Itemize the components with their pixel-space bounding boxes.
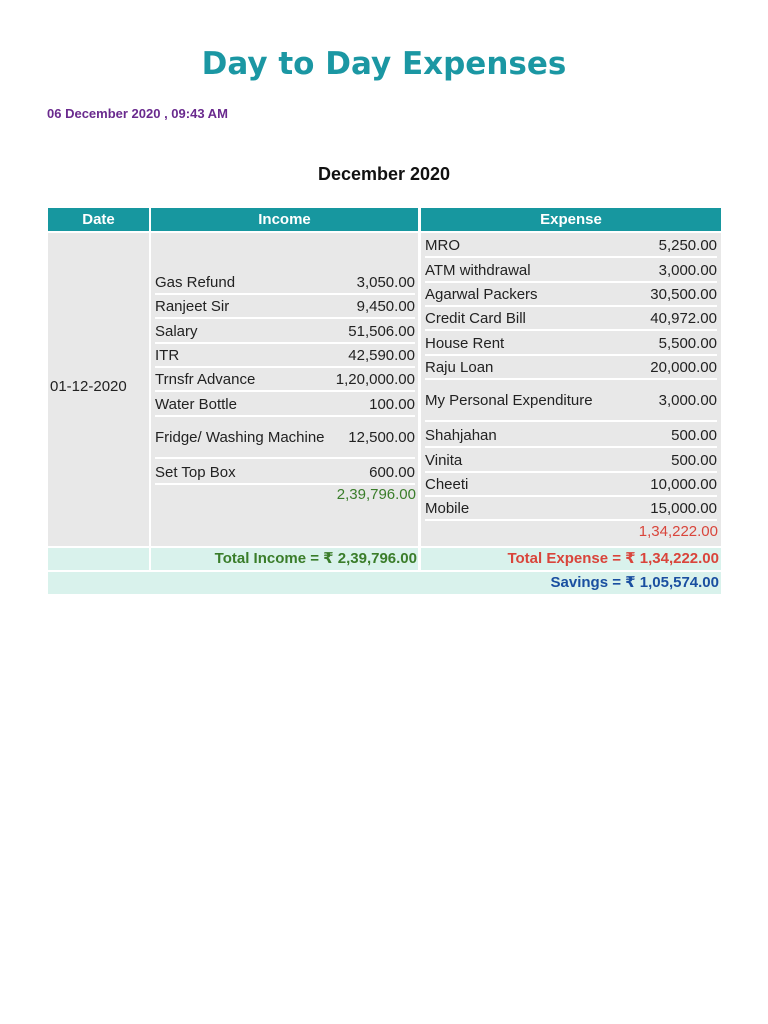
expense-label: My Personal Expenditure xyxy=(425,391,593,409)
expense-label: Mobile xyxy=(425,499,470,517)
expense-amount: 3,000.00 xyxy=(658,261,717,279)
expense-row xyxy=(425,234,717,256)
expense-label: Raju Loan xyxy=(425,358,494,376)
row-divider xyxy=(425,519,717,521)
expense-amount: 20,000.00 xyxy=(650,358,717,376)
expense-amount: 10,000.00 xyxy=(650,475,717,493)
expense-amount: 3,000.00 xyxy=(658,391,717,409)
income-label: Fridge/ Washing Machine xyxy=(155,428,325,446)
income-amount: 12,500.00 xyxy=(348,428,415,446)
row-divider xyxy=(155,390,415,392)
expense-label: House Rent xyxy=(425,334,505,352)
income-row xyxy=(155,271,415,293)
income-row xyxy=(155,417,415,457)
income-row xyxy=(155,320,415,342)
income-row xyxy=(155,368,415,390)
header-date: Date xyxy=(48,208,149,231)
row-divider xyxy=(425,420,717,422)
row-divider xyxy=(425,256,717,258)
expense-label: Agarwal Packers xyxy=(425,285,538,303)
expense-row xyxy=(425,332,717,354)
total-savings: Savings = ₹ 1,05,574.00 xyxy=(550,574,719,591)
income-amount: 51,506.00 xyxy=(348,322,415,340)
expense-amount: 5,500.00 xyxy=(658,334,717,352)
expense-amount: 30,500.00 xyxy=(650,285,717,303)
income-amount: 1,20,000.00 xyxy=(335,370,415,388)
expense-amount: 15,000.00 xyxy=(650,499,717,517)
expense-row xyxy=(425,497,717,519)
income-row xyxy=(155,393,415,415)
income-row xyxy=(155,295,415,317)
income-label: Salary xyxy=(155,322,198,340)
expense-amount: 40,972.00 xyxy=(650,309,717,327)
income-label: Gas Refund xyxy=(155,273,236,291)
income-label: ITR xyxy=(155,346,180,364)
income-amount: 100.00 xyxy=(369,395,415,413)
header-income: Income xyxy=(151,208,418,231)
expense-subtotal: 1,34,222.00 xyxy=(638,523,718,540)
report-datetime: 06 December 2020 , 09:43 AM xyxy=(47,106,228,121)
expense-label: Shahjahan xyxy=(425,426,497,444)
expense-row xyxy=(425,283,717,305)
income-label: Trnsfr Advance xyxy=(155,370,256,388)
expense-row xyxy=(425,307,717,329)
total-expense: Total Expense = ₹ 1,34,222.00 xyxy=(507,550,719,567)
header-expense: Expense xyxy=(421,208,721,231)
income-label: Set Top Box xyxy=(155,463,236,481)
income-label: Ranjeet Sir xyxy=(155,297,230,315)
row-divider xyxy=(155,457,415,459)
expense-row xyxy=(425,380,717,420)
expense-label: Cheeti xyxy=(425,475,469,493)
row-divider xyxy=(155,483,415,485)
income-amount: 600.00 xyxy=(369,463,415,481)
expense-amount: 500.00 xyxy=(671,451,717,469)
income-subtotal: 2,39,796.00 xyxy=(336,486,416,503)
expense-row xyxy=(425,424,717,446)
expense-label: ATM withdrawal xyxy=(425,261,531,279)
expense-label: MRO xyxy=(425,236,460,254)
expense-row xyxy=(425,473,717,495)
income-row xyxy=(155,461,415,483)
expense-label: Credit Card Bill xyxy=(425,309,526,327)
total-income: Total Income = ₹ 2,39,796.00 xyxy=(214,550,417,567)
row-divider xyxy=(425,329,717,331)
expense-row xyxy=(425,356,717,378)
expense-amount: 500.00 xyxy=(671,426,717,444)
expense-amount: 5,250.00 xyxy=(658,236,717,254)
row-divider xyxy=(425,446,717,448)
total-date-cell xyxy=(48,548,149,570)
expense-row xyxy=(425,449,717,471)
expense-label: Vinita xyxy=(425,451,463,469)
page-title: Day to Day Expenses xyxy=(201,46,567,82)
income-amount: 42,590.00 xyxy=(348,346,415,364)
income-amount: 3,050.00 xyxy=(356,273,415,291)
income-amount: 9,450.00 xyxy=(356,297,415,315)
month-heading: December 2020 xyxy=(317,164,451,184)
expense-row xyxy=(425,259,717,281)
income-label: Water Bottle xyxy=(155,395,237,413)
income-row xyxy=(155,344,415,366)
row-divider xyxy=(155,317,415,319)
entry-date: 01-12-2020 xyxy=(50,378,127,395)
